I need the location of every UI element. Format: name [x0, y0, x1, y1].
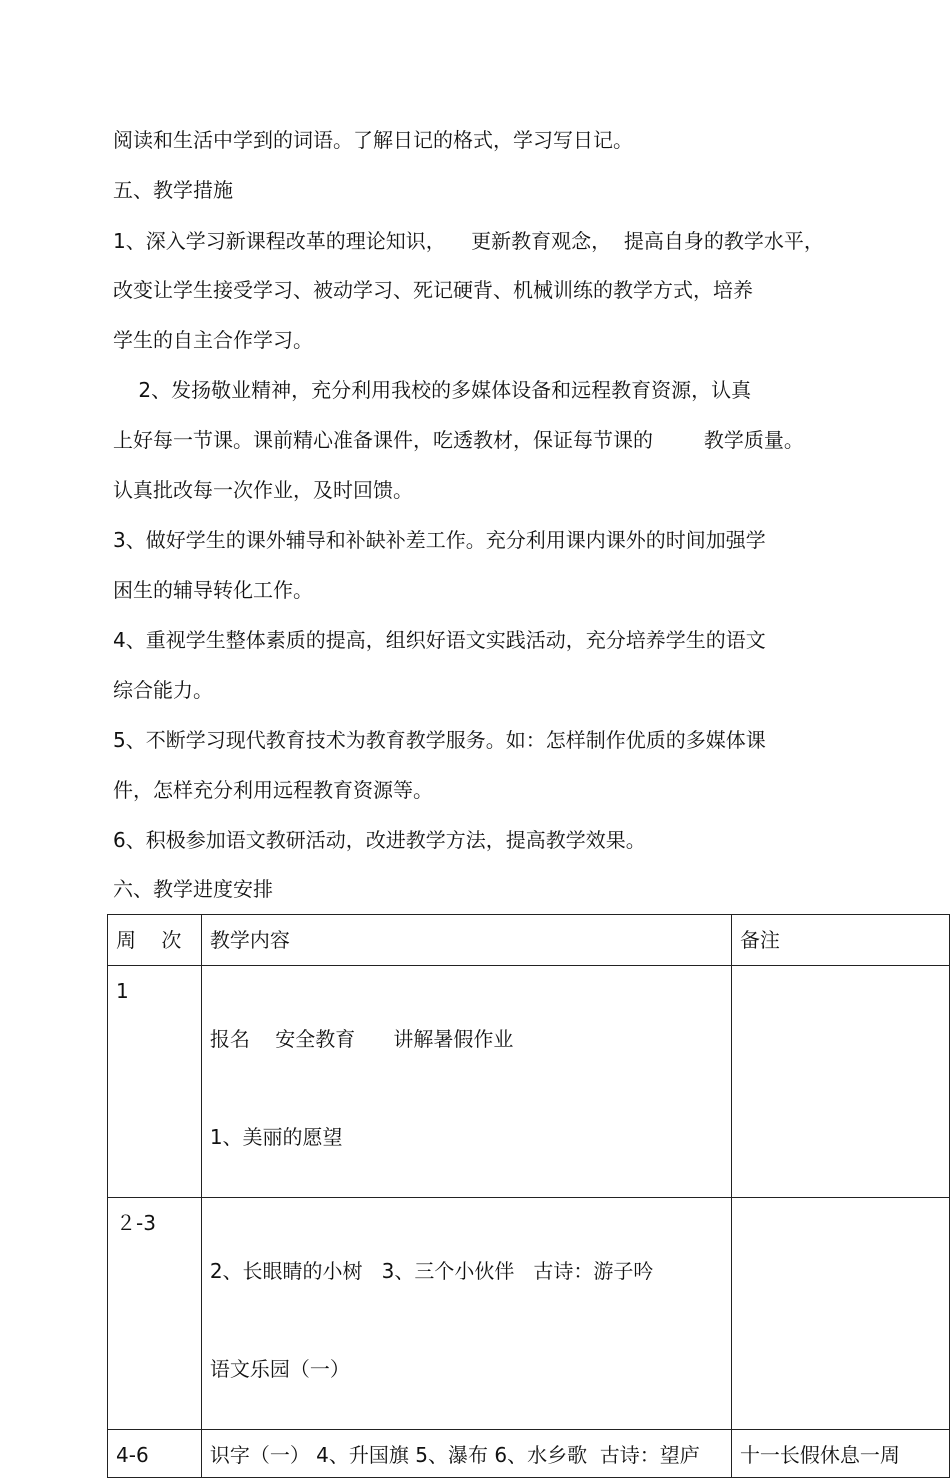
- content-line: 报名 安全教育 讲解暑假作业: [209, 1027, 514, 1051]
- content-line: 识字（一） 4、升国旗 5、瀑布 6、水乡歌 古诗：望庐: [209, 1443, 700, 1467]
- header-week: 周 次: [108, 915, 202, 966]
- content-cell: [201, 1430, 731, 1478]
- table-header-row: [108, 915, 950, 966]
- content-line: 1、美丽的愿望: [209, 1125, 343, 1149]
- paragraph-line-4: 学生的自主合作学习。: [113, 328, 313, 352]
- note-cell: [731, 1198, 949, 1430]
- note-cell: 十一长假休息一周: [731, 1430, 949, 1478]
- table-row: [108, 1430, 950, 1478]
- paragraph-line-3: 改变让学生接受学习、被动学习、死记硬背、机械训练的教学方式，培养: [113, 278, 753, 302]
- paragraph-line-2: 1、深入学习新课程改革的理论知识， 更新教育观念， 提高自身的教学水平，: [113, 229, 824, 253]
- paragraph-line-8: 3、做好学生的课外辅导和补缺补差工作。充分利用课内课外的时间加强学: [113, 528, 766, 552]
- week-cell: 1: [108, 966, 202, 1198]
- week-cell: ２-3: [108, 1198, 202, 1430]
- paragraph-line-14: 6、积极参加语文教研活动，改进教学方法，提高教学效果。: [113, 828, 646, 852]
- paragraph-line-5: 2、发扬敬业精神，充分利用我校的多媒体设备和远程教育资源，认真: [113, 378, 752, 402]
- paragraph-line-13: 件，怎样充分利用远程教育资源等。: [113, 778, 433, 802]
- paragraph-line-12: 5、不断学习现代教育技术为教育教学服务。如：怎样制作优质的多媒体课: [113, 728, 766, 752]
- header-content: 教学内容: [201, 915, 731, 966]
- schedule-table: [107, 914, 950, 1478]
- table-row: [108, 1198, 950, 1430]
- paragraph-line-0: 阅读和生活中学到的词语。了解日记的格式，学习写日记。: [113, 128, 633, 152]
- content-cell: [201, 966, 731, 1198]
- section-heading-measures: 五、教学措施: [113, 178, 233, 202]
- paragraph-line-11: 综合能力。: [113, 678, 213, 702]
- section-heading-schedule: 六、教学进度安排: [113, 877, 273, 901]
- paragraph-line-9: 困生的辅导转化工作。: [113, 578, 313, 602]
- table-row: [108, 966, 950, 1198]
- header-note: 备注: [731, 915, 949, 966]
- content-line: 语文乐园（一）: [209, 1357, 350, 1381]
- note-cell: [731, 966, 949, 1198]
- content-line: 2、长眼睛的小树 3、三个小伙伴 古诗：游子吟: [209, 1259, 654, 1283]
- content-cell: [201, 1198, 731, 1430]
- paragraph-line-7: 认真批改每一次作业，及时回馈。: [113, 478, 413, 502]
- week-cell: 4-6: [108, 1430, 202, 1478]
- paragraph-line-10: 4、重视学生整体素质的提高，组织好语文实践活动，充分培养学生的语文: [113, 628, 766, 652]
- paragraph-line-6: 上好每一节课。课前精心准备课件，吃透教材，保证每节课的 教学质量。: [113, 428, 804, 452]
